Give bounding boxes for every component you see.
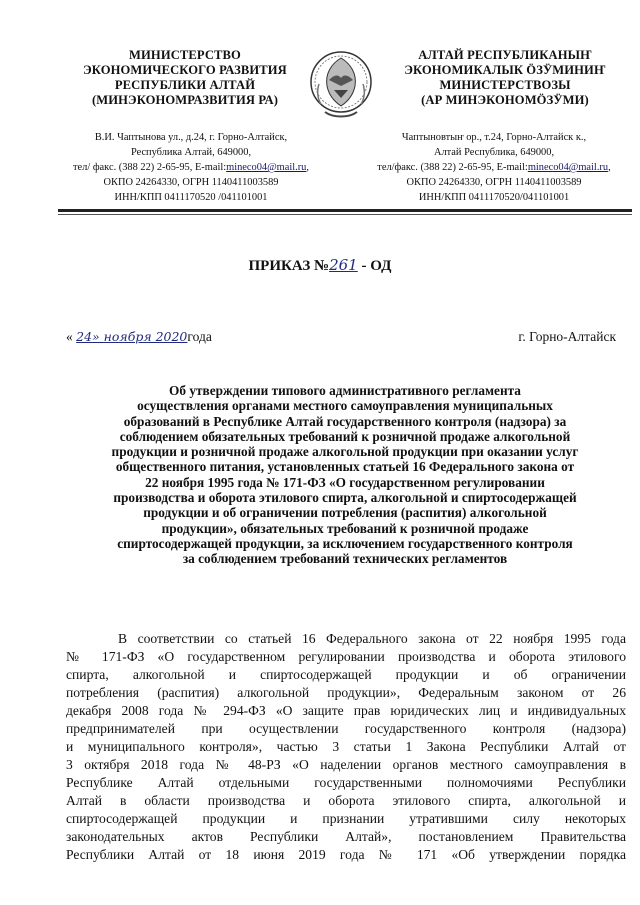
order-title-prefix: ПРИКАЗ № xyxy=(248,258,330,274)
subject-line: соблюдением обязательных требований к розничной продаже алкогольной xyxy=(119,428,571,444)
body-line: спиртосодержащей продукции и признании утратившими силу некоторых xyxy=(66,811,626,826)
address-block-ru xyxy=(60,130,322,205)
date-month-year-handwritten: » ноября 2020 xyxy=(92,329,188,344)
ministry-name-line: АЛТАЙ РЕСПУБЛИКАНЫҤ xyxy=(418,48,592,62)
header-divider xyxy=(58,209,632,212)
body-line: Алтай в области производства и оборота этилового спирта, алкогольной и xyxy=(66,793,626,808)
date-open-quote: « xyxy=(66,329,73,344)
address-line: ИНН/КПП 0411170520 /041101001 xyxy=(114,192,268,203)
body-line: № 171-ФЗ «О государственном регулировании производства и оборота этилового xyxy=(66,649,626,664)
address-line-text: тел/факс. (388 22) 2-65-95, E-mail: xyxy=(377,162,528,173)
order-subject xyxy=(60,383,630,567)
address-line: Алтай Республика, 649000, xyxy=(433,147,555,158)
subject-line: осуществления органами местного самоуправления муниципальных xyxy=(137,398,553,414)
body-line: законодательных актов Республики Алтай», постановлением Правительства xyxy=(66,829,626,844)
body-line: декабря 2008 года № 294-ФЗ «О защите прав юридических лиц и индивидуальных xyxy=(66,703,626,718)
order-title xyxy=(0,256,640,275)
ministry-name-line: РЕСПУБЛИКИ АЛТАЙ xyxy=(114,78,256,92)
subject-line: Об утверждении типового административного регламента xyxy=(169,383,521,398)
body-line: и муниципального контроля», частью 3 статьи 1 Закона Республики Алтай от xyxy=(66,739,626,754)
order-city: г. Горно-Алтайск xyxy=(518,329,616,344)
body-line: Республики Алтай от 18 июня 2019 года № 171 «Об утверждении порядка xyxy=(66,847,626,862)
body-line: спирта, алкогольной и спиртосодержащей продукции и об ограничении xyxy=(66,667,626,682)
subject-line: производства и оборота этилового спирта, алкогольной и спиртосодержащей xyxy=(113,490,577,506)
order-body xyxy=(66,630,626,864)
ministry-name-line: ЭКОНОМИКАЛЫК ӦЗӰМИНИҤ xyxy=(404,63,606,77)
ministry-name-line: ЭКОНОМИЧЕСКОГО РАЗВИТИЯ xyxy=(83,63,287,77)
subject-line: за соблюдением требований технических регламентов xyxy=(182,551,508,567)
ministry-name-alt xyxy=(382,48,628,108)
header-divider-thin xyxy=(58,214,632,215)
subject-line: продукции», обязательных требований к розничной продаже xyxy=(161,520,529,536)
email-link[interactable]: mineco04@mail.ru xyxy=(527,162,609,173)
subject-line: продукции и об ограничении потребления (распития) алкогольной xyxy=(143,505,547,521)
address-line: тел/факс. (388 22) 2-65-95, E-mail:mineco04@mail.ru, xyxy=(377,162,611,173)
body-line: В соответствии со статьей 16 Федерального закона от 22 ноября 1995 года xyxy=(118,631,626,646)
address-line: тел/ факс. (388 22) 2-65-95, E-mail:mineco04@mail.ru, xyxy=(73,162,309,173)
address-line: Чаптыновтыҥ ор., т.24, Горно-Алтайск к., xyxy=(401,132,587,143)
ministry-name-ru xyxy=(68,48,302,108)
subject-line: спиртосодержащей продукции, за исключением государственного контроля xyxy=(117,535,573,551)
subject-line: образований в Республике Алтай государственного контроля (надзора) за xyxy=(123,413,567,429)
body-line: предпринимателей при осуществлении государственного контроля (надзора) xyxy=(66,721,626,736)
address-line: Республика Алтай, 649000, xyxy=(130,147,252,158)
order-date xyxy=(66,329,212,345)
address-block-alt xyxy=(352,130,636,205)
ministry-name-line: (АР МИНЭКОНОМӦЗӰМИ) xyxy=(421,93,589,107)
ministry-name-line: МИНИСТЕРСТВОЗЫ xyxy=(439,78,571,92)
subject-line: общественного питания, установленных статьей 16 Федерального закона от xyxy=(115,459,575,475)
address-line: ОКПО 24264330, ОГРН 1140411003589 xyxy=(406,177,582,188)
ministry-name-line: МИНИСТЕРСТВО xyxy=(129,48,241,62)
address-line: ИНН/КПП 0411170520/041101001 xyxy=(418,192,570,203)
body-line: Республике Алтай отдельными государственными полномочиями Республики xyxy=(66,775,626,790)
body-line: потребления (распития) алкогольной продукции», Федеральным законом от 26 xyxy=(66,685,626,700)
address-line-text: тел/ факс. (388 22) 2-65-95, E-mail: xyxy=(73,162,227,173)
coat-of-arms-icon xyxy=(307,42,375,126)
address-line: ОКПО 24264330, ОГРН 1140411003589 xyxy=(103,177,279,188)
email-link[interactable]: mineco04@mail.ru xyxy=(226,162,307,173)
subject-line: 22 ноября 1995 года № 171-ФЗ «О государственном регулировании xyxy=(145,474,545,490)
body-line: 3 октября 2018 года № 48-РЗ «О наделении органов местного самоуправления в xyxy=(66,757,626,772)
order-number-handwritten: 261 xyxy=(329,256,358,274)
address-line: В.И. Чаптынова ул., д.24, г. Горно-Алтайск, xyxy=(94,132,288,143)
subject-line: продукции и розничной продаже алкогольной продукции при оказании услуг xyxy=(111,444,579,460)
ministry-name-line: (МИНЭКОНОМРАЗВИТИЯ РА) xyxy=(91,93,279,107)
date-day-handwritten: 24 xyxy=(76,329,93,344)
order-title-suffix: - ОД xyxy=(361,258,392,274)
date-suffix: года xyxy=(187,329,212,344)
